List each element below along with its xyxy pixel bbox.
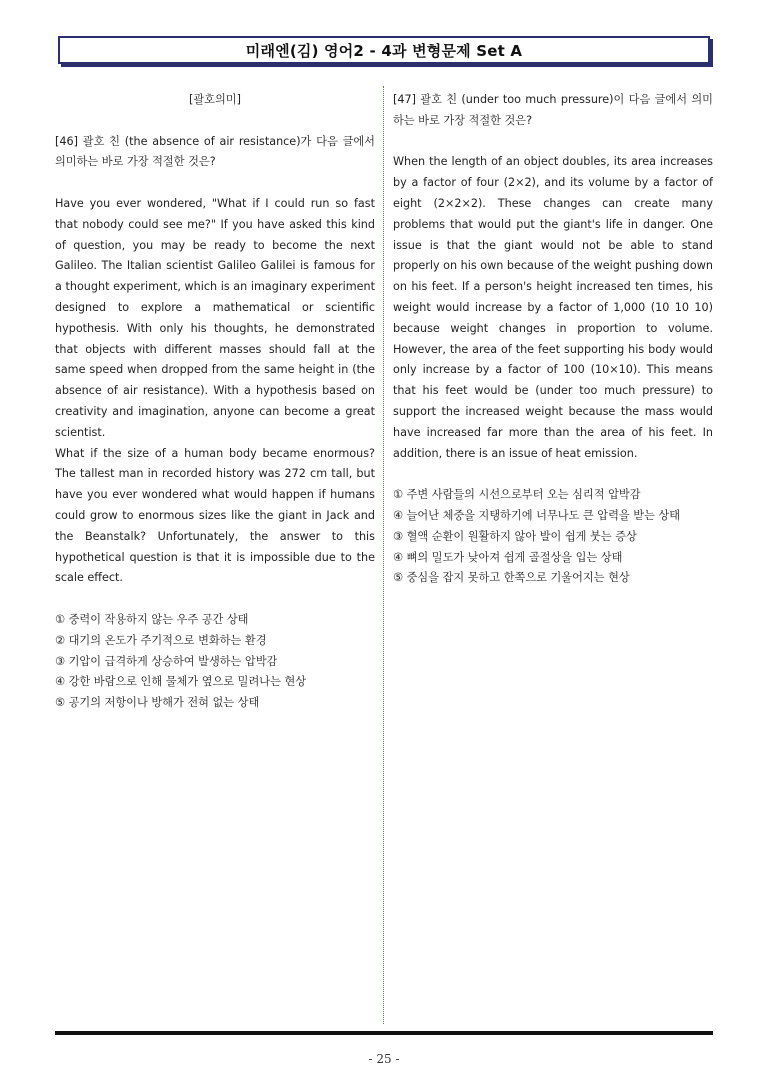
section-label: [괄호의미]: [189, 93, 241, 106]
footer-rule: [55, 1031, 713, 1035]
choice-item: ⑤ 중심을 잡지 못하고 한쪽으로 기울어지는 현상: [393, 571, 630, 585]
choice-item: ① 중력이 작용하지 않는 우주 공간 상태: [55, 612, 249, 626]
spacer: [55, 589, 375, 610]
right-column: [393, 90, 713, 589]
passage-46-part1: Have you ever wondered, "What if I could run so fast that nobody could see me?" If you have asked this kind of question, you may be ready to become the next Galileo. The Italian scientist Galileo Galilei is famous for a thought experiment, which is an imaginary experiment designed to explore a mathematical or scientific hypothesis. With only his thoughts, he demonstrated that objects with different masses should fall at the same speed when dropped from the same height in (the absence of air resistance). With a hypothesis based on creativity and imagination, anyone can become a great scientist.: [55, 196, 375, 439]
spacer: [55, 173, 375, 194]
choices-46: [55, 610, 375, 714]
page-title: 미래엔(김) 영어2 - 4과 변형문제 Set A: [58, 36, 710, 64]
choice-item: ④ 강한 바람으로 인해 물체가 옆으로 밀려나는 현상: [55, 675, 307, 689]
choice-item: ⑤ 공기의 저항이나 방해가 전혀 없는 상태: [55, 696, 260, 710]
spacer: [393, 132, 713, 153]
choice-item: ③ 기압이 급격하게 상승하여 발생하는 압박감: [55, 654, 278, 668]
spacer: [55, 111, 375, 132]
spacer: [393, 464, 713, 485]
page-number: - 25 -: [368, 1052, 400, 1066]
column-divider: [383, 86, 384, 1024]
choice-item: ② 대기의 온도가 주기적으로 변화하는 환경: [55, 633, 267, 647]
question-46: [46] 괄호 친 (the absence of air resistance)가 다음 글에서 의미하는 바로 가장 적절한 것은?: [55, 134, 375, 169]
choices-47: [393, 485, 713, 589]
left-column: [55, 90, 375, 714]
choice-item: ③ 혈액 순환이 원활하지 않아 발이 쉽게 붓는 증상: [393, 529, 637, 543]
question-47: [47] 괄호 친 (under too much pressure)이 다음 글에서 의미하는 바로 가장 적절한 것은?: [393, 93, 713, 127]
choice-item: ① 주변 사람들의 시선으로부터 오는 심리적 압박감: [393, 488, 641, 502]
passage-47: When the length of an object doubles, its area increases by a factor of four (2×2), and its volume by a factor of eight (2×2×2). These changes can create many problems that would put the giant's life in danger. One issue is that the giant would not be able to stand properly on his own because of the weight pushing down on his feet. If a person's height increased ten times, his weight would increase by a factor of 1,000 (10 10 10) because weight changes in proportion to volume. However, the area of the feet supporting his body would only increase by a factor of 100 (10×10). This means that his feet would be (under too much pressure) to support the increased weight because the mass would have increased far more than the area of his feet. In addition, there is an issue of heat emission.: [393, 155, 713, 460]
passage-46-part2: What if the size of a human body became enormous? The tallest man in recorded history was 272 cm tall, but have you ever wondered what would happen if humans could grow to enormous sizes like the giant in Jack and the Beanstalk? Unfortunately, the answer to this hypothetical question is that it is impossible due to the scale effect.: [55, 446, 375, 585]
choice-item: ④ 뼈의 밀도가 낮아져 쉽게 골절상을 입는 상태: [393, 550, 623, 564]
choice-item: ④ 늘어난 체중을 지탱하기에 너무나도 큰 압력을 받는 상태: [393, 508, 681, 522]
